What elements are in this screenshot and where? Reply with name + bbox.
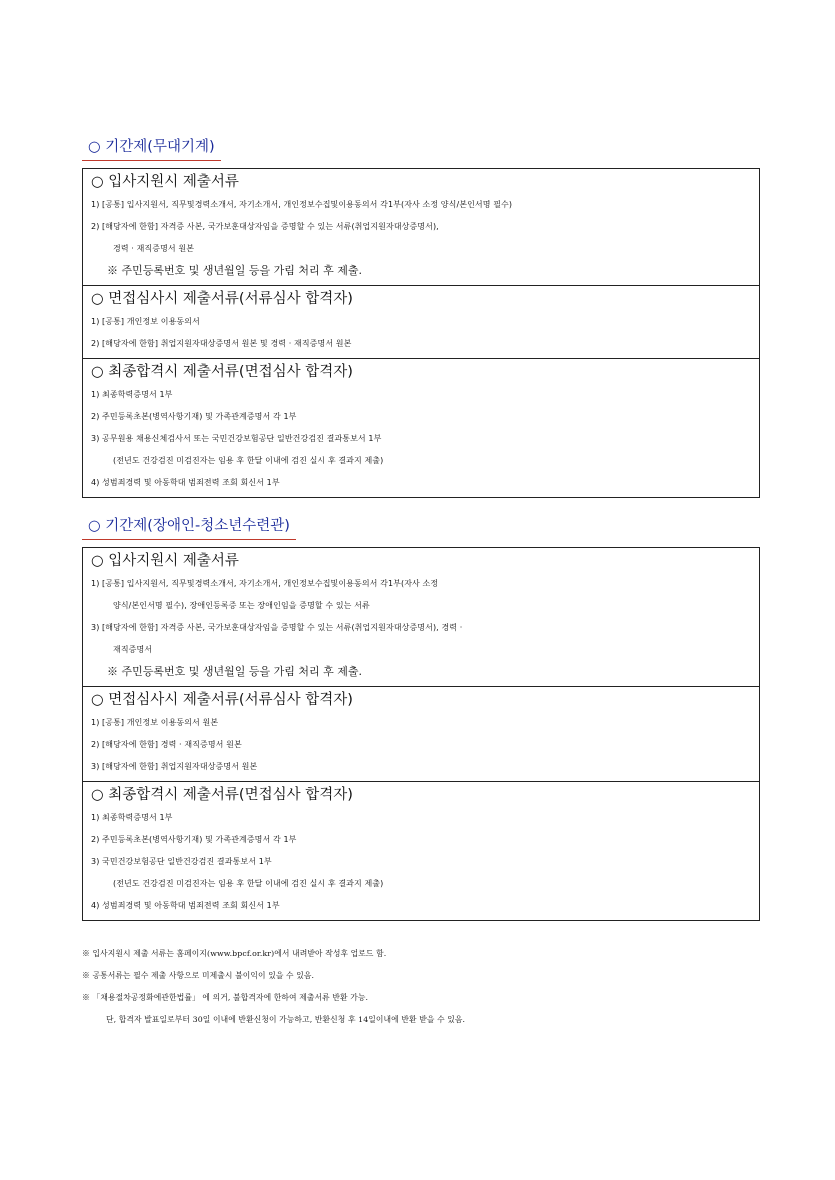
footer-note: ※ 입사지원시 제출 서류는 홈페이지(www.bpcf.or.kr)에서 내려받아 작성후 업로드 함.: [82, 949, 387, 958]
interview-docs-block: [83, 285, 759, 358]
final-docs-block: [83, 781, 759, 920]
list-item: 1) [공통] 입사지원서, 직무및경력소개서, 자기소개서, 개인정보수집및이용동의서 각1부(자사 소정: [91, 579, 439, 588]
title-underline: [82, 539, 296, 541]
list-item: 양식/본인서명 필수), 장애인등록증 또는 장애인임을 증명할 수 있는 서류: [113, 601, 370, 610]
list-item: (전년도 건강검진 미검진자는 임용 후 한달 이내에 검진 실시 후 결과지 제출): [113, 456, 384, 465]
application-docs-block: [83, 169, 759, 285]
list-item: 경력 · 재직증명서 원본: [113, 244, 195, 253]
title-underline: [82, 160, 221, 162]
list-item: 2) [해당자에 한함] 취업지원자대상증명서 원본 및 경력 · 재직증명서 원본: [91, 339, 352, 348]
list-item: (전년도 건강검진 미검진자는 임용 후 한달 이내에 검진 실시 후 결과지 제출): [113, 879, 384, 888]
requirements-box-2: [82, 547, 760, 921]
list-item: 3) 공무원용 채용신체검사서 또는 국민건강보험공단 일반건강검진 결과통보서 1부: [91, 434, 382, 443]
list-item: 1) 최종학력증명서 1부: [91, 390, 173, 399]
footer-note: ※ 「채용절차공정화에관한법률」 에 의거, 불합격자에 한하여 제출서류 반환 가능.: [82, 993, 369, 1002]
application-docs-block: [83, 548, 759, 686]
list-item: 2) 주민등록초본(병역사항기재) 및 가족관계증명서 각 1부: [91, 412, 297, 421]
list-item: 3) [해당자에 한함] 자격증 사본, 국가보훈대상자임을 증명할 수 있는 서류(취업지원자대상증명서), 경력 ·: [91, 623, 463, 632]
footer-notes: [82, 943, 772, 1031]
block-heading: ○ 최종합격시 제출서류(면접심사 합격자): [91, 364, 353, 380]
list-item: 4) 성범죄경력 및 아동학대 범죄전력 조회 회신서 1부: [91, 478, 280, 487]
block-heading: ○ 입사지원시 제출서류: [91, 553, 239, 569]
requirements-box-1: [82, 168, 760, 498]
list-item: 1) [공통] 개인정보 이용동의서: [91, 317, 200, 326]
list-item: 3) 국민건강보험공단 일반건강검진 결과통보서 1부: [91, 857, 272, 866]
block-heading: ○ 입사지원시 제출서류: [91, 174, 239, 190]
block-heading: ○ 면접심사시 제출서류(서류심사 합격자): [91, 692, 353, 708]
list-item: 1) [공통] 입사지원서, 직무및경력소개서, 자기소개서, 개인정보수집및이용동의서 각1부(자사 소정 양식/본인서명 필수): [91, 200, 513, 209]
list-item: 2) [해당자에 한함] 자격증 사본, 국가보훈대상자임을 증명할 수 있는 서류(취업지원자대상증명서),: [91, 222, 439, 231]
list-item: 2) 주민등록초본(병역사항기재) 및 가족관계증명서 각 1부: [91, 835, 297, 844]
section-title-2: [88, 516, 292, 538]
section-title-text: ○ 기간제(무대기계): [88, 139, 215, 155]
interview-docs-block: [83, 686, 759, 781]
section-title-text: ○ 기간제(장애인-청소년수련관): [88, 518, 290, 534]
footer-note: ※ 공통서류는 필수 제출 사항으로 미제출시 불이익이 있을 수 있음.: [82, 971, 315, 980]
note: ※ 주민등록번호 및 생년월일 등을 가림 처리 후 제출.: [107, 264, 362, 277]
block-heading: ○ 최종합격시 제출서류(면접심사 합격자): [91, 787, 353, 803]
block-heading: ○ 면접심사시 제출서류(서류심사 합격자): [91, 291, 353, 307]
list-item: 재직증명서: [113, 645, 153, 654]
list-item: 3) [해당자에 한함] 취업지원자대상증명서 원본: [91, 762, 258, 771]
list-item: 4) 성범죄경력 및 아동학대 범죄전력 조회 회신서 1부: [91, 901, 280, 910]
list-item: 1) [공통] 개인정보 이용동의서 원본: [91, 718, 219, 727]
list-item: 1) 최종학력증명서 1부: [91, 813, 173, 822]
list-item: 2) [해당자에 한함] 경력 · 재직증명서 원본: [91, 740, 242, 749]
section-title-1: [88, 137, 217, 159]
footer-note: 단, 합격자 발표일로부터 30일 이내에 반환신청이 가능하고, 반환신청 후 14일이내에 반환 받을 수 있음.: [106, 1015, 466, 1024]
note: ※ 주민등록번호 및 생년월일 등을 가림 처리 후 제출.: [107, 665, 362, 678]
final-docs-block: [83, 358, 759, 497]
